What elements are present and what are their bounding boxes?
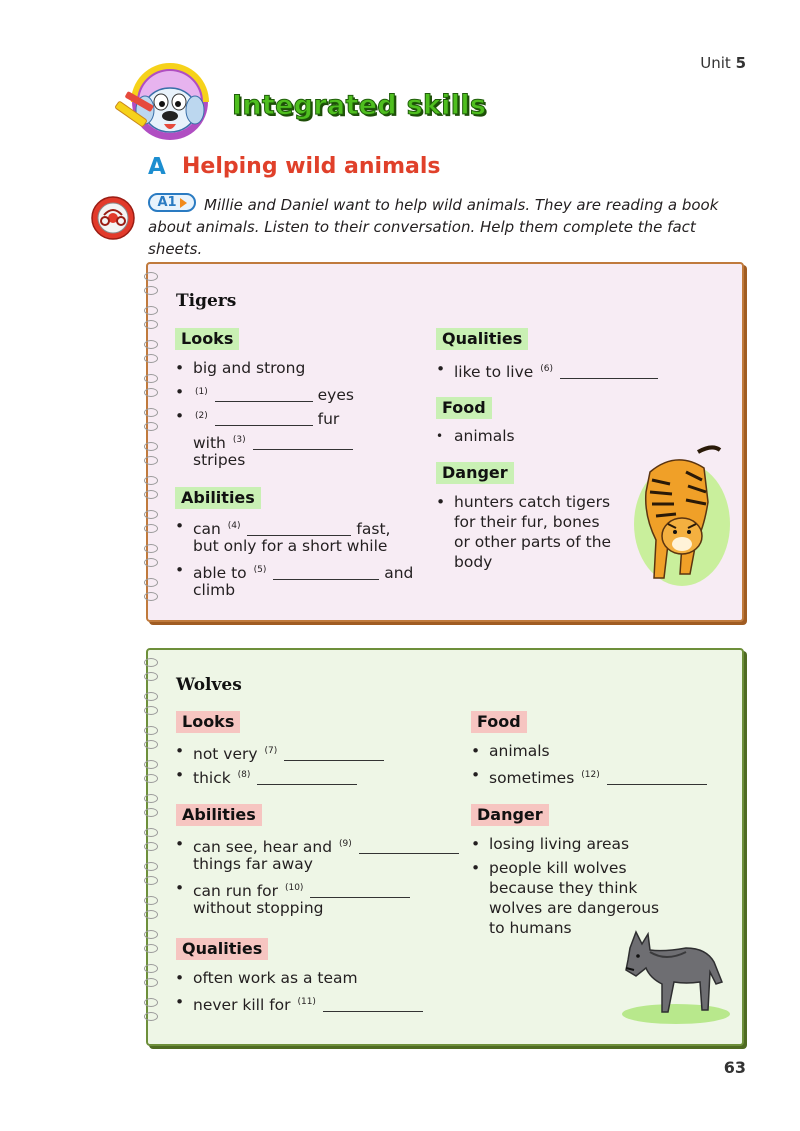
tigers-looks-item-2: • $^{(1)}$ eyes	[175, 383, 354, 404]
wolves-looks-item-1: • not very $^{(7)}$	[175, 741, 415, 764]
tigers-abilities-item-2-cont: climb	[193, 581, 236, 599]
unit-word: Unit	[700, 54, 731, 72]
mascot-icon	[112, 58, 224, 144]
tigers-title: Tigers	[176, 291, 237, 311]
tigers-danger-item-1: • hunters catch tigers for their fur, bones or other parts of the body	[436, 493, 612, 571]
tigers-abilities-item-1: • can $^{(4)}$ fast,	[175, 517, 391, 538]
answer-blank-11[interactable]	[323, 997, 423, 1012]
wolves-food-heading: Food	[471, 711, 527, 733]
track-number: A1	[157, 195, 177, 210]
wolves-abilities-item-1-cont: things far away	[193, 855, 313, 873]
section-title: Helping wild animals	[182, 154, 441, 179]
wolves-danger-heading: Danger	[471, 804, 549, 826]
tigers-looks-stripes: stripes	[193, 451, 246, 469]
wolves-danger-item-2: • people kill wolves because they think wolves are dangerous to humans	[471, 859, 660, 937]
unit-label	[700, 54, 746, 72]
answer-blank-6[interactable]	[560, 364, 658, 379]
answer-blank-5[interactable]	[273, 565, 379, 580]
wolves-qualities-item-2: • never kill for $^{(11)}$	[175, 992, 435, 1015]
tigers-abilities-item-2: • able to $^{(5)}$ and	[175, 561, 414, 582]
wolves-abilities-item-1: • can see, hear and $^{(9)}$	[175, 834, 465, 857]
wolves-title: Wolves	[176, 675, 242, 695]
tigers-qualities-heading: Qualities	[436, 328, 528, 350]
tigers-food-item-1: • animals	[436, 427, 515, 445]
answer-blank-8[interactable]	[257, 770, 357, 785]
tigers-looks-item-3: • $^{(2)}$ fur	[175, 407, 340, 428]
wolf-illustration	[606, 918, 732, 1026]
answer-blank-4[interactable]	[247, 521, 351, 536]
tiger-illustration	[616, 432, 732, 588]
instruction-text: Millie and Daniel want to help wild animals. They are reading a book about animals. Listen to their conversation. Help them complete the fact sheets.	[148, 196, 719, 258]
answer-blank-10[interactable]	[310, 883, 410, 898]
tigers-looks-item-1: • big and strong	[175, 359, 306, 377]
wolves-abilities-heading: Abilities	[176, 804, 262, 826]
answer-blank-7[interactable]	[284, 746, 384, 761]
wolves-looks-item-2: • thick $^{(8)}$	[175, 765, 415, 788]
tigers-abilities-item-1-cont: but only for a short while	[193, 537, 388, 555]
tigers-food-heading: Food	[436, 397, 492, 419]
tigers-abilities-heading: Abilities	[175, 487, 261, 509]
wolves-qualities-item-1: • often work as a team	[175, 969, 358, 987]
answer-blank-9[interactable]	[359, 839, 459, 854]
wolves-food-item-1: • animals	[471, 742, 550, 760]
notebook-rings	[144, 268, 160, 618]
answer-blank-3[interactable]	[253, 435, 353, 450]
answer-blank-2[interactable]	[215, 411, 313, 426]
tigers-qualities-item-1: • like to live $^{(6)}$	[436, 359, 676, 382]
wolves-qualities-heading: Qualities	[176, 938, 268, 960]
tigers-danger-heading: Danger	[436, 462, 514, 484]
tigers-looks-item-3-cont: with $^{(3)}$	[175, 430, 415, 453]
audio-cd-icon[interactable]	[90, 195, 136, 241]
answer-blank-1[interactable]	[215, 387, 313, 402]
unit-number: 5	[735, 54, 746, 72]
answer-blank-12[interactable]	[607, 770, 707, 785]
wolves-looks-heading: Looks	[176, 711, 240, 733]
section-letter: A	[148, 154, 166, 180]
tigers-looks-heading: Looks	[175, 328, 239, 350]
wolves-food-item-2: • sometimes $^{(12)}$	[471, 765, 721, 788]
page-title: Integrated skills	[232, 90, 487, 121]
wolves-danger-item-1: • losing living areas	[471, 835, 630, 853]
wolves-abilities-item-2: • can run for $^{(10)}$	[175, 878, 435, 901]
wolves-abilities-item-2-cont: without stopping	[193, 899, 324, 917]
page-number: 63	[723, 1058, 746, 1077]
notebook-rings	[144, 654, 160, 1042]
